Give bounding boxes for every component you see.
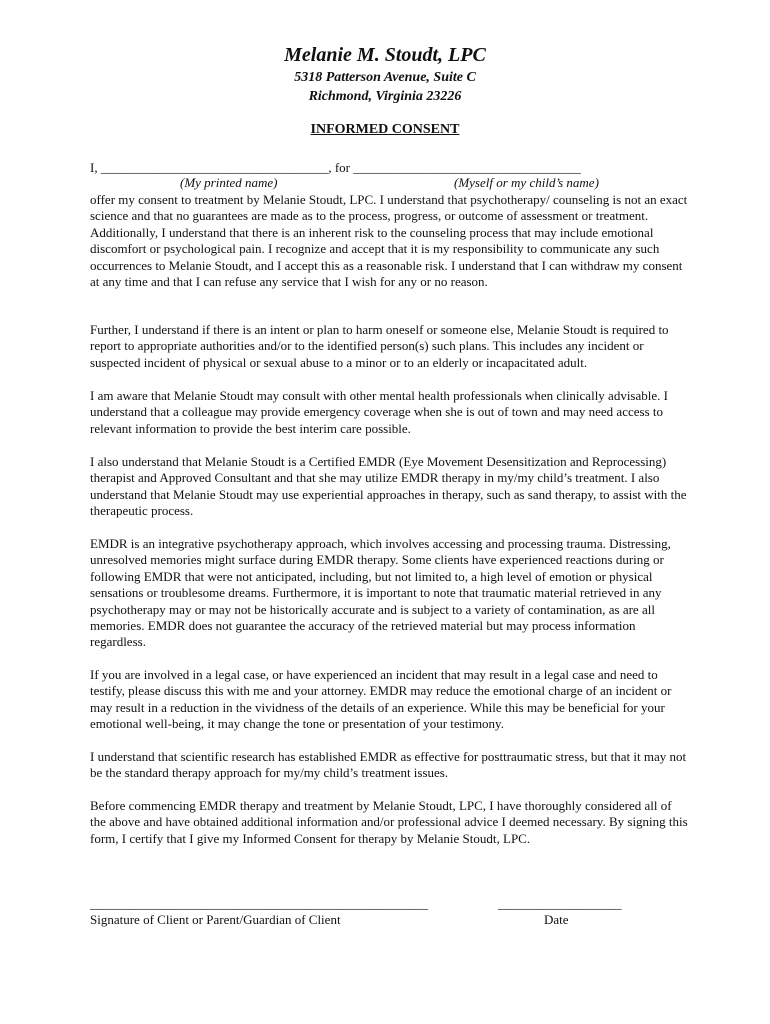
paragraph-consent: offer my consent to treatment by Melanie Stoudt, LPC. I understand that psychotherapy/ counseling is not an exact science and that no guarantees are made as to the process, progress, or outcome of assessment or treatment. Additionally, I understand that there is an inherent risk to the counseling process that may include emotional discomfort or psychological pain. I recognize and accept that it is my responsibility to communicate any such occurrences to Melanie Stoudt, and I accept this as a reasonable risk. I understand that I can withdraw my consent at any time and that I can refuse any service that I wish for any or no reason. [90, 192, 688, 290]
address-line-2: Richmond, Virginia 23226 [308, 89, 462, 104]
child-name-caption: (Myself or my child’s name) [454, 175, 599, 190]
consent-fill-line[interactable]: I, ___________________________________, for ___________________________________ [90, 160, 581, 175]
document-title: INFORMED CONSENT [310, 122, 460, 137]
paragraph-research: I understand that scientific research has established EMDR as effective for posttraumatic stress, but that it may not be the standard therapy approach for my/my child’s treatment issues. [90, 749, 687, 781]
address-line-1: 5318 Patterson Avenue, Suite C [294, 70, 476, 85]
printed-name-caption: (My printed name) [180, 175, 278, 190]
paragraph-legal-case: If you are involved in a legal case, or have experienced an incident that may result in a legal case and need to testify, please discuss this with me and your attorney. EMDR may reduce the emotional charge of an incident or may result in a reduction in the vividness of the details of an experience. While this may be beneficial for your emotional well-being, it may change the tone or presentation of your testimony. [90, 667, 672, 732]
signature-label: Signature of Client or Parent/Guardian of Client [90, 912, 341, 927]
date-line[interactable]: ___________________ [498, 896, 622, 911]
practitioner-name: Melanie M. Stoudt, LPC [284, 44, 486, 66]
paragraph-certification: Before commencing EMDR therapy and treatment by Melanie Stoudt, LPC, I have thoroughly considered all of the above and have obtained additional information and/or professional advice I deemed necessary. By signing this form, I certify that I give my Informed Consent for therapy by Melanie Stoudt, LPC. [90, 798, 688, 846]
paragraph-emdr-certified: I also understand that Melanie Stoudt is a Certified EMDR (Eye Movement Desensitization and Reprocessing) therapist and Approved Consultant and that she may utilize EMDR therapy in my/my child’s treatment. I also understand that Melanie Stoudt may use experiential approaches in therapy, such as sand therapy, to assist with the therapeutic process. [90, 454, 687, 519]
paragraph-duty-to-report: Further, I understand if there is an intent or plan to harm oneself or someone else, Melanie Stoudt is required to report to appropriate authorities and/or to the identified person(s) such plans. This includes any incident or suspected incident of physical or sexual abuse to a minor or to an elderly or incapacitated adult. [90, 322, 669, 370]
date-label: Date [544, 912, 569, 927]
signature-line[interactable]: ____________________________________________________ [90, 896, 428, 911]
paragraph-consultation: I am aware that Melanie Stoudt may consult with other mental health professionals when clinically advisable. I understand that a colleague may provide emergency coverage when she is out of town and may need access to relevant information to provide the best interim care possible. [90, 388, 668, 436]
paragraph-emdr-description: EMDR is an integrative psychotherapy approach, which involves accessing and processing trauma. Distressing, unresolved memories might surface during EMDR therapy. Some clients have experienced reactions during or following EMDR that were not anticipated, including, but not limited to, a high level of emotion or physical sensations or troublesome dreams. Furthermore, it is important to note that traumatic material retrieved in any psychotherapy may or may not be historically accurate and is subject to a variety of contamination, as are all memories. EMDR does not guarantee the accuracy of the retrieved material but may process information regardless. [90, 536, 671, 650]
